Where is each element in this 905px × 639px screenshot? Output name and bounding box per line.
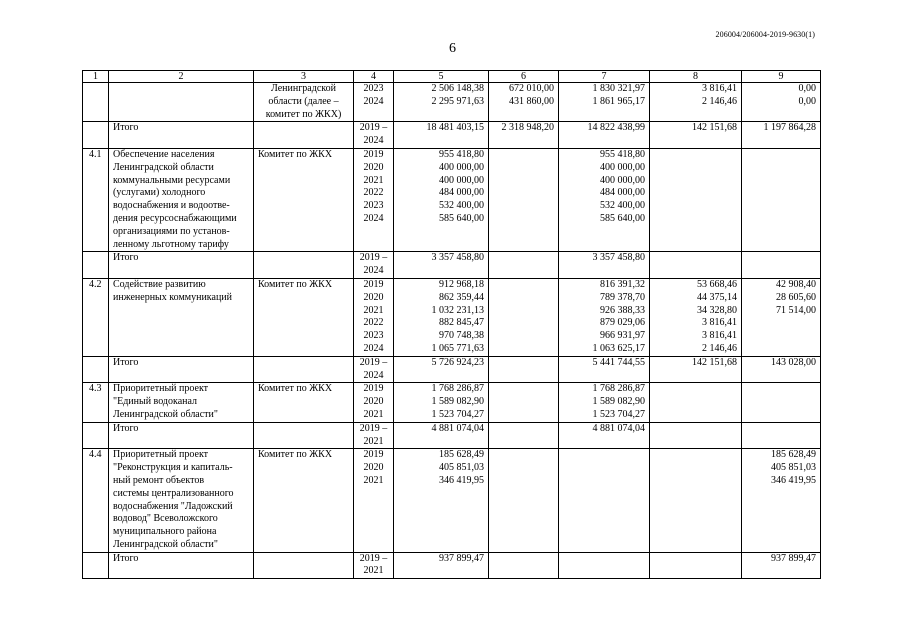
total-period-cell <box>354 122 394 149</box>
total-period: 2019 – <box>359 252 388 264</box>
column-header: 5 <box>394 71 489 83</box>
total-label: Итого <box>109 422 254 449</box>
total-c5: 18 481 403,15 <box>394 122 489 149</box>
total-c7: 3 357 458,80 <box>559 252 650 279</box>
item-name-line: Приоритетный проект <box>113 449 209 461</box>
value: 185 628,49 <box>439 449 484 461</box>
empty-cell <box>83 356 109 383</box>
value: 532 400,00 <box>439 200 484 212</box>
value: 484 000,00 <box>600 187 645 199</box>
total-c9: 937 899,47 <box>742 552 821 579</box>
executor: Комитет по ЖКХ <box>258 148 333 160</box>
value: 400 000,00 <box>600 174 645 186</box>
executor-cell <box>254 148 354 251</box>
item-name-line: Ленинградской области <box>113 161 214 173</box>
value: 0,00 <box>798 95 816 107</box>
item-name-cell <box>109 148 254 251</box>
year-cell <box>354 278 394 356</box>
year-cell <box>354 83 394 122</box>
value: 789 378,70 <box>600 291 645 303</box>
total-period: 2024 <box>363 369 384 381</box>
value-cell <box>489 383 559 422</box>
value: 1 589 082,90 <box>431 396 484 408</box>
total-label: Итого <box>109 252 254 279</box>
value-cell <box>650 383 742 422</box>
column-header: 1 <box>83 71 109 83</box>
value: 955 418,80 <box>439 148 484 160</box>
table-body <box>83 71 821 579</box>
value: 1 065 771,63 <box>431 342 484 354</box>
empty-cell <box>254 422 354 449</box>
item-name-cell <box>109 278 254 356</box>
executor-line: области (далее – <box>268 95 339 107</box>
value: 3 816,41 <box>702 83 737 94</box>
empty-cell <box>254 122 354 149</box>
executor-cell <box>254 83 354 122</box>
year: 2021 <box>363 174 384 186</box>
total-period-cell <box>354 422 394 449</box>
total-c6 <box>489 252 559 279</box>
document-reference: 206004/206004-2019-9630(1) <box>715 30 815 39</box>
empty-cell <box>109 83 254 122</box>
item-name-line: ленному льготному тарифу <box>113 238 229 250</box>
total-c9 <box>742 422 821 449</box>
year: 2023 <box>363 330 384 342</box>
value-cell <box>650 449 742 552</box>
value-cell <box>394 83 489 122</box>
value: 1 830 321,97 <box>592 83 645 94</box>
executor: Комитет по ЖКХ <box>258 278 333 290</box>
year-cell <box>354 449 394 552</box>
item-name-line: Ленинградской области" <box>113 538 218 550</box>
year: 2020 <box>363 396 384 408</box>
budget-table <box>82 70 821 579</box>
value: 431 860,00 <box>509 95 554 107</box>
value-cell <box>650 278 742 356</box>
value: 2 146,46 <box>702 342 737 354</box>
column-header: 8 <box>650 71 742 83</box>
value: 3 816,41 <box>702 317 737 329</box>
value: 28 605,60 <box>776 291 816 303</box>
executor-cell <box>254 383 354 422</box>
year: 2022 <box>363 317 384 329</box>
empty-cell <box>254 252 354 279</box>
value-cell <box>742 148 821 251</box>
value: 400 000,00 <box>600 161 645 173</box>
total-label: Итого <box>109 122 254 149</box>
value-cell <box>489 449 559 552</box>
total-period-cell <box>354 252 394 279</box>
item-name-line: "Единый водоканал <box>113 396 198 408</box>
value: 346 419,95 <box>439 474 484 486</box>
total-period: 2019 – <box>359 356 388 368</box>
total-c7: 4 881 074,04 <box>559 422 650 449</box>
value-cell <box>489 148 559 251</box>
year-cell <box>354 148 394 251</box>
total-period-cell <box>354 552 394 579</box>
executor: Комитет по ЖКХ <box>258 383 333 395</box>
total-c8 <box>650 422 742 449</box>
value: 585 640,00 <box>600 212 645 224</box>
executor-line: Ленинградской <box>271 83 336 94</box>
value-cell <box>742 449 821 552</box>
total-row <box>83 552 821 579</box>
value-cell <box>742 383 821 422</box>
year: 2021 <box>363 474 384 486</box>
item-name-line: водоснабжения и водоотве- <box>113 200 230 212</box>
item-name-line: Приоритетный проект <box>113 383 209 395</box>
total-c7: 14 822 438,99 <box>559 122 650 149</box>
executor: Комитет по ЖКХ <box>258 449 333 461</box>
year: 2019 <box>363 148 384 160</box>
empty-cell <box>83 552 109 579</box>
value-cell <box>650 83 742 122</box>
column-header: 9 <box>742 71 821 83</box>
year: 2023 <box>363 83 384 94</box>
column-header: 3 <box>254 71 354 83</box>
value-cell <box>559 449 650 552</box>
value: 2 506 148,38 <box>431 83 484 94</box>
value-cell <box>559 83 650 122</box>
value: 1 861 965,17 <box>592 95 645 107</box>
value-cell <box>489 278 559 356</box>
item-name-line: коммунальными ресурсами <box>113 174 231 186</box>
value: 816 391,32 <box>600 278 645 290</box>
value: 2 146,46 <box>702 95 737 107</box>
item-name-line: муниципального района <box>113 526 217 538</box>
year: 2022 <box>363 187 384 199</box>
value: 970 748,38 <box>439 330 484 342</box>
year: 2024 <box>363 212 384 224</box>
total-row <box>83 422 821 449</box>
total-period: 2024 <box>363 135 384 147</box>
value: 532 400,00 <box>600 200 645 212</box>
value: 955 418,80 <box>600 148 645 160</box>
item-row <box>83 278 821 356</box>
value: 405 851,03 <box>771 462 816 474</box>
value: 1 768 286,87 <box>431 383 484 395</box>
total-period: 2019 – <box>359 122 388 134</box>
year: 2019 <box>363 383 384 395</box>
total-row <box>83 252 821 279</box>
value: 1 523 704,27 <box>431 408 484 420</box>
column-header: 6 <box>489 71 559 83</box>
value: 42 908,40 <box>776 278 816 290</box>
value-cell <box>559 383 650 422</box>
item-name-line: ный ремонт объектов <box>113 474 205 486</box>
value-cell <box>650 148 742 251</box>
value-cell <box>742 83 821 122</box>
value-cell <box>394 449 489 552</box>
page-number: 6 <box>449 41 456 56</box>
year: 2020 <box>363 161 384 173</box>
total-c6 <box>489 552 559 579</box>
column-header: 7 <box>559 71 650 83</box>
total-label: Итого <box>109 552 254 579</box>
value: 44 375,14 <box>697 291 737 303</box>
value-cell <box>742 278 821 356</box>
year: 2019 <box>363 449 384 461</box>
value: 484 000,00 <box>439 187 484 199</box>
value: 400 000,00 <box>439 174 484 186</box>
value: 672 010,00 <box>509 83 554 94</box>
value: 879 029,06 <box>600 317 645 329</box>
total-c8: 142 151,68 <box>650 356 742 383</box>
value-cell <box>559 278 650 356</box>
total-c9 <box>742 252 821 279</box>
value: 346 419,95 <box>771 474 816 486</box>
total-c8 <box>650 552 742 579</box>
value: 926 388,33 <box>600 304 645 316</box>
value-cell <box>489 83 559 122</box>
total-period-cell <box>354 356 394 383</box>
year: 2024 <box>363 342 384 354</box>
item-row <box>83 383 821 422</box>
total-c6: 2 318 948,20 <box>489 122 559 149</box>
value: 585 640,00 <box>439 212 484 224</box>
item-name-line: дения ресурсоснабжающими <box>113 212 237 224</box>
empty-cell <box>83 122 109 149</box>
item-name-line: системы централизованного <box>113 487 234 499</box>
item-name-line: Ленинградской области" <box>113 408 218 420</box>
year: 2020 <box>363 291 384 303</box>
total-c7 <box>559 552 650 579</box>
item-name-line: водоснабжения "Ладожский <box>113 500 233 512</box>
value: 3 816,41 <box>702 330 737 342</box>
total-period: 2021 <box>363 565 384 577</box>
total-c8 <box>650 252 742 279</box>
executor-cell <box>254 278 354 356</box>
value-cell <box>394 148 489 251</box>
total-row <box>83 122 821 149</box>
value-cell <box>559 148 650 251</box>
executor-line: комитет по ЖКХ) <box>265 108 342 120</box>
value: 53 668,46 <box>697 278 737 290</box>
value: 1 063 625,17 <box>592 342 645 354</box>
total-period: 2019 – <box>359 552 388 564</box>
header-row <box>83 71 821 83</box>
year: 2023 <box>363 200 384 212</box>
item-name-line: Обеспечение населения <box>113 148 215 160</box>
value: 882 845,47 <box>439 317 484 329</box>
value: 1 589 082,90 <box>592 396 645 408</box>
item-name-line: инженерных коммуникаций <box>113 291 232 303</box>
item-name-line: (услугами) холодного <box>113 187 206 199</box>
total-c8: 142 151,68 <box>650 122 742 149</box>
total-c5: 5 726 924,23 <box>394 356 489 383</box>
column-header: 2 <box>109 71 254 83</box>
value: 966 931,97 <box>600 330 645 342</box>
empty-cell <box>83 252 109 279</box>
item-name-line: "Реконструкция и капиталь- <box>113 462 233 474</box>
total-c9: 143 028,00 <box>742 356 821 383</box>
item-name-line: Содействие развитию <box>113 278 206 290</box>
year: 2021 <box>363 304 384 316</box>
value: 34 328,80 <box>697 304 737 316</box>
item-name-cell <box>109 383 254 422</box>
item-name-cell <box>109 449 254 552</box>
total-period: 2021 <box>363 435 384 447</box>
total-c5: 937 899,47 <box>394 552 489 579</box>
year: 2024 <box>363 95 384 107</box>
year: 2020 <box>363 462 384 474</box>
total-row <box>83 356 821 383</box>
total-c6 <box>489 422 559 449</box>
item-row <box>83 449 821 552</box>
item-number: 4.4 <box>83 449 109 552</box>
year: 2021 <box>363 408 384 420</box>
executor-cell <box>254 449 354 552</box>
empty-cell <box>254 552 354 579</box>
year: 2019 <box>363 278 384 290</box>
value-cell <box>394 383 489 422</box>
continuation-row <box>83 83 821 122</box>
item-number: 4.3 <box>83 383 109 422</box>
total-c5: 3 357 458,80 <box>394 252 489 279</box>
total-c6 <box>489 356 559 383</box>
total-period: 2024 <box>363 265 384 277</box>
item-name-line: водовод" Всеволожского <box>113 513 218 525</box>
value: 400 000,00 <box>439 161 484 173</box>
value: 2 295 971,63 <box>431 95 484 107</box>
total-period: 2019 – <box>359 422 388 434</box>
item-row <box>83 148 821 251</box>
total-label: Итого <box>109 356 254 383</box>
value: 1 768 286,87 <box>592 383 645 395</box>
empty-cell <box>83 83 109 122</box>
value: 405 851,03 <box>439 462 484 474</box>
value: 1 523 704,27 <box>592 408 645 420</box>
value: 71 514,00 <box>776 304 816 316</box>
empty-cell <box>83 422 109 449</box>
total-c5: 4 881 074,04 <box>394 422 489 449</box>
value: 912 968,18 <box>439 278 484 290</box>
value: 0,00 <box>798 83 816 94</box>
item-number: 4.2 <box>83 278 109 356</box>
total-c7: 5 441 744,55 <box>559 356 650 383</box>
value-cell <box>394 278 489 356</box>
empty-cell <box>254 356 354 383</box>
item-name-line: организациями по установ- <box>113 225 230 237</box>
value: 185 628,49 <box>771 449 816 461</box>
column-header: 4 <box>354 71 394 83</box>
value: 1 032 231,13 <box>431 304 484 316</box>
total-c9: 1 197 864,28 <box>742 122 821 149</box>
value: 862 359,44 <box>439 291 484 303</box>
year-cell <box>354 383 394 422</box>
item-number: 4.1 <box>83 148 109 251</box>
